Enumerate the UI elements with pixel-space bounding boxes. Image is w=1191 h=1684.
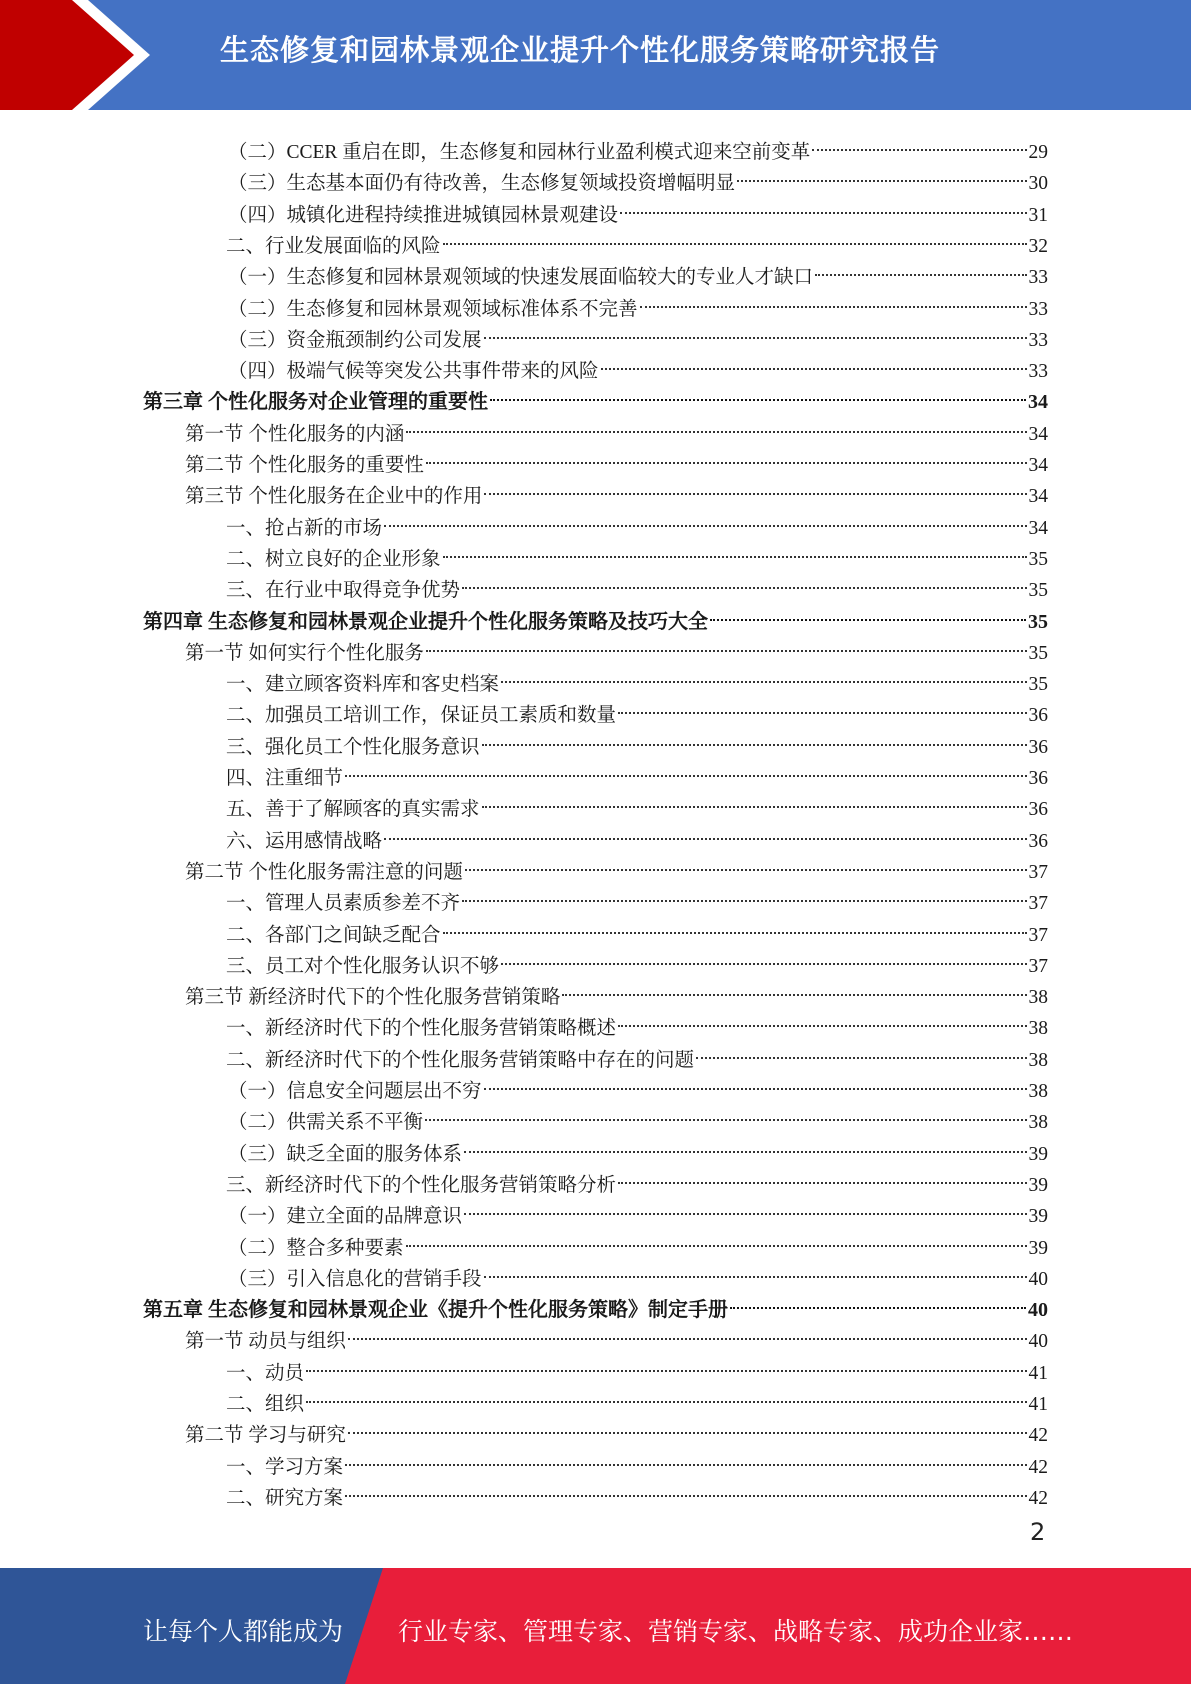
toc-entry-page: 37 bbox=[1028, 893, 1048, 915]
toc-chapter-entry[interactable] bbox=[143, 377, 1048, 414]
toc-entry-page: 34 bbox=[1028, 423, 1048, 445]
toc-subsection-entry[interactable] bbox=[226, 753, 1048, 789]
toc-subsection-entry[interactable] bbox=[226, 690, 1048, 727]
toc-subsection-entry[interactable] bbox=[228, 1129, 1048, 1165]
toc-entry-label: （二）整合多种要素 bbox=[228, 1237, 404, 1259]
toc-entry-label: 三、在行业中取得竞争优势 bbox=[226, 580, 461, 602]
toc-subsection-entry[interactable] bbox=[226, 1379, 1048, 1415]
toc-entry-page: 37 bbox=[1028, 861, 1048, 883]
toc-entry-page: 38 bbox=[1028, 987, 1048, 1009]
toc-subsection-entry[interactable] bbox=[226, 910, 1048, 946]
toc-entry-page: 41 bbox=[1028, 1394, 1048, 1415]
toc-subsection-entry[interactable] bbox=[228, 1097, 1048, 1134]
toc-dot-leader bbox=[345, 1473, 1026, 1504]
toc-entry-page: 35 bbox=[1028, 548, 1048, 570]
toc-entry-page: 37 bbox=[1028, 924, 1048, 946]
toc-section-entry[interactable] bbox=[185, 847, 1048, 883]
toc-entry-page: 29 bbox=[1028, 142, 1048, 163]
toc-dot-leader bbox=[443, 910, 1027, 941]
footer-slogan-left: 让每个人都能成为 bbox=[143, 1617, 344, 1646]
toc-entry-label: 六、运用感情战略 bbox=[226, 830, 383, 852]
toc-entry-label: 第一节 如何实行个性化服务 bbox=[185, 642, 424, 664]
toc-entry-page: 35 bbox=[1028, 580, 1048, 602]
toc-subsection-entry[interactable] bbox=[228, 284, 1048, 320]
toc-entry-label: （三）生态基本面仍有待改善，生态修复领域投资增幅明显 bbox=[228, 173, 736, 195]
toc-dot-leader bbox=[443, 534, 1027, 565]
toc-dot-leader bbox=[482, 784, 1027, 815]
toc-entry-page: 38 bbox=[1028, 1112, 1048, 1134]
toc-dot-leader bbox=[462, 565, 1026, 596]
toc-section-entry[interactable] bbox=[185, 972, 1048, 1009]
toc-entry-label: 第四章 生态修复和园林景观企业提升个性化服务策略及技巧大全 bbox=[143, 610, 708, 633]
toc-dot-leader bbox=[815, 252, 1026, 283]
toc-entry-page: 34 bbox=[1028, 391, 1048, 414]
toc-subsection-entry[interactable] bbox=[226, 659, 1048, 696]
toc-dot-leader bbox=[348, 1316, 1027, 1347]
toc-dot-leader bbox=[464, 1129, 1026, 1160]
toc-entry-label: （二）CCER 重启在即，生态修复和园林行业盈利模式迎来空前变革 bbox=[228, 142, 811, 163]
toc-entry-label: 三、员工对个性化服务认识不够 bbox=[226, 955, 500, 977]
toc-subsection-entry[interactable] bbox=[228, 127, 1048, 163]
toc-subsection-entry[interactable] bbox=[226, 221, 1048, 257]
toc-section-entry[interactable] bbox=[185, 471, 1048, 508]
toc-subsection-entry[interactable] bbox=[226, 941, 1048, 977]
toc-dot-leader bbox=[501, 941, 1026, 972]
toc-dot-leader bbox=[696, 1035, 1026, 1066]
toc-dot-leader bbox=[812, 127, 1026, 158]
toc-dot-leader bbox=[501, 659, 1026, 690]
page-number: 2 bbox=[1030, 1518, 1046, 1546]
toc-entry-label: （四）城镇化进程持续推进城镇园林景观建设 bbox=[228, 204, 619, 226]
toc-dot-leader bbox=[464, 1191, 1026, 1222]
toc-dot-leader bbox=[618, 690, 1026, 721]
toc-entry-label: 第一节 动员与组织 bbox=[185, 1331, 346, 1353]
toc-entry-label: 第三节 个性化服务在企业中的作用 bbox=[185, 486, 483, 508]
toc-subsection-entry[interactable] bbox=[228, 158, 1048, 195]
toc-dot-leader bbox=[348, 1410, 1027, 1441]
toc-entry-label: （二）生态修复和园林景观领域标准体系不完善 bbox=[228, 298, 638, 320]
toc-entry-page: 42 bbox=[1028, 1487, 1048, 1509]
toc-subsection-entry[interactable] bbox=[228, 252, 1048, 289]
toc-dot-leader bbox=[306, 1348, 1026, 1379]
toc-entry-label: 第一节 个性化服务的内涵 bbox=[185, 423, 405, 445]
page-footer bbox=[0, 1568, 1191, 1684]
toc-dot-leader bbox=[384, 503, 1026, 534]
toc-entry-label: 一、抢占新的市场 bbox=[226, 517, 383, 539]
toc-dot-leader bbox=[384, 816, 1026, 847]
toc-dot-leader bbox=[484, 315, 1027, 346]
toc-dot-leader bbox=[620, 190, 1026, 221]
toc-entry-page: 35 bbox=[1028, 674, 1048, 696]
toc-subsection-entry[interactable] bbox=[226, 565, 1048, 602]
toc-entry-page: 39 bbox=[1028, 1206, 1048, 1228]
toc-entry-label: 二、树立良好的企业形象 bbox=[226, 548, 441, 570]
report-title: 生态修复和园林景观企业提升个性化服务策略研究报告 bbox=[220, 33, 941, 67]
toc-dot-leader bbox=[710, 597, 1026, 628]
toc-entry-page: 33 bbox=[1028, 267, 1048, 289]
toc-subsection-entry[interactable] bbox=[228, 346, 1048, 383]
toc-dot-leader bbox=[406, 409, 1026, 440]
toc-section-entry[interactable] bbox=[185, 409, 1048, 445]
toc-dot-leader bbox=[484, 1254, 1027, 1285]
toc-dot-leader bbox=[443, 221, 1027, 252]
toc-dot-leader bbox=[306, 1379, 1026, 1410]
toc-subsection-entry[interactable] bbox=[226, 1442, 1048, 1478]
toc-dot-leader bbox=[482, 722, 1027, 753]
footer-slogan-right: 行业专家、管理专家、营销专家、战略专家、成功企业家…… bbox=[398, 1617, 1074, 1646]
toc-dot-leader bbox=[737, 158, 1026, 189]
toc-entry-page: 37 bbox=[1028, 955, 1048, 977]
toc-subsection-entry[interactable] bbox=[228, 1223, 1048, 1259]
toc-dot-leader bbox=[426, 628, 1027, 659]
toc-chapter-entry[interactable] bbox=[143, 597, 1048, 633]
toc-entry-page: 34 bbox=[1028, 486, 1048, 508]
toc-chapter-entry[interactable] bbox=[143, 1285, 1048, 1322]
toc-entry-page: 38 bbox=[1028, 1018, 1048, 1040]
toc-entry-page: 40 bbox=[1028, 1299, 1048, 1322]
toc-section-entry[interactable] bbox=[185, 628, 1048, 664]
toc-entry-label: 第二节 个性化服务的重要性 bbox=[185, 455, 424, 476]
toc-entry-label: 二、加强员工培训工作，保证员工素质和数量 bbox=[226, 705, 617, 727]
toc-subsection-entry[interactable] bbox=[226, 534, 1048, 570]
toc-dot-leader bbox=[345, 1442, 1026, 1473]
toc-subsection-entry[interactable] bbox=[226, 503, 1048, 539]
toc-dot-leader bbox=[425, 1097, 1026, 1128]
toc-entry-label: 五、善于了解顾客的真实需求 bbox=[226, 799, 480, 821]
toc-entry-page: 34 bbox=[1028, 517, 1048, 539]
toc-subsection-entry[interactable] bbox=[226, 1003, 1048, 1040]
toc-entry-label: 一、建立顾客资料库和客史档案 bbox=[226, 674, 500, 696]
toc-dot-leader bbox=[345, 753, 1026, 784]
toc-entry-page: 39 bbox=[1028, 1237, 1048, 1259]
toc-entry-page: 35 bbox=[1028, 610, 1048, 633]
toc-entry-label: 第三节 新经济时代下的个性化服务营销策略 bbox=[185, 987, 561, 1009]
toc-entry-page: 39 bbox=[1028, 1174, 1048, 1196]
toc-entry-page: 38 bbox=[1028, 1081, 1048, 1102]
toc-subsection-entry[interactable] bbox=[226, 1035, 1048, 1071]
toc-entry-page: 36 bbox=[1028, 799, 1048, 821]
toc-entry-label: 三、新经济时代下的个性化服务营销策略分析 bbox=[226, 1174, 617, 1196]
toc-entry-page: 33 bbox=[1028, 298, 1048, 320]
toc-subsection-entry[interactable] bbox=[226, 1473, 1048, 1509]
toc-entry-label: （二）供需关系不平衡 bbox=[228, 1112, 424, 1134]
toc-entry-label: 二、组织 bbox=[226, 1394, 305, 1415]
toc-subsection-entry[interactable] bbox=[228, 190, 1048, 226]
toc-section-entry[interactable] bbox=[185, 440, 1048, 476]
toc-entry-label: 第三章 个性化服务对企业管理的重要性 bbox=[143, 391, 488, 414]
toc-entry-page: 42 bbox=[1028, 1456, 1048, 1478]
toc-entry-label: 第二节 个性化服务需注意的问题 bbox=[185, 861, 463, 883]
toc-dot-leader bbox=[426, 440, 1027, 471]
toc-entry-page: 35 bbox=[1028, 642, 1048, 664]
toc-section-entry[interactable] bbox=[185, 1410, 1048, 1447]
toc-dot-leader bbox=[601, 346, 1027, 377]
toc-dot-leader bbox=[406, 1223, 1027, 1254]
toc-subsection-entry[interactable] bbox=[226, 784, 1048, 821]
toc-entry-page: 41 bbox=[1028, 1362, 1048, 1384]
toc-entry-label: 二、新经济时代下的个性化服务营销策略中存在的问题 bbox=[226, 1049, 695, 1071]
toc-dot-leader bbox=[618, 1160, 1026, 1191]
toc-entry-page: 33 bbox=[1028, 361, 1048, 383]
toc-entry-page: 30 bbox=[1028, 173, 1048, 195]
toc-entry-label: 二、各部门之间缺乏配合 bbox=[226, 924, 441, 946]
toc-entry-page: 36 bbox=[1028, 736, 1048, 758]
toc-entry-label: 四、注重细节 bbox=[226, 768, 344, 789]
toc-dot-leader bbox=[465, 847, 1027, 878]
toc-entry-label: （一）建立全面的品牌意识 bbox=[228, 1206, 463, 1228]
toc-entry-label: （三）引入信息化的营销手段 bbox=[228, 1268, 482, 1290]
toc-section-entry[interactable] bbox=[185, 1316, 1048, 1353]
toc-dot-leader bbox=[640, 284, 1027, 315]
toc-dot-leader bbox=[462, 878, 1026, 909]
toc-entry-label: 一、新经济时代下的个性化服务营销策略概述 bbox=[226, 1018, 617, 1040]
toc-subsection-entry[interactable] bbox=[228, 1254, 1048, 1290]
toc-entry-page: 36 bbox=[1028, 705, 1048, 727]
toc-dot-leader bbox=[562, 972, 1026, 1003]
toc-entry-page: 33 bbox=[1028, 329, 1048, 351]
toc-entry-page: 40 bbox=[1028, 1268, 1048, 1290]
toc-entry-page: 36 bbox=[1028, 768, 1048, 789]
toc-entry-label: 三、强化员工个性化服务意识 bbox=[226, 736, 480, 758]
toc-entry-label: 二、研究方案 bbox=[226, 1487, 344, 1509]
toc-subsection-entry[interactable] bbox=[228, 1066, 1048, 1102]
toc-entry-page: 32 bbox=[1028, 235, 1048, 257]
toc-subsection-entry[interactable] bbox=[226, 878, 1048, 915]
toc-entry-label: 一、动员 bbox=[226, 1362, 305, 1384]
toc-subsection-entry[interactable] bbox=[228, 315, 1048, 351]
toc-dot-leader bbox=[484, 1066, 1027, 1097]
toc-entry-page: 39 bbox=[1028, 1143, 1048, 1165]
toc-subsection-entry[interactable] bbox=[226, 722, 1048, 758]
toc-subsection-entry[interactable] bbox=[226, 816, 1048, 852]
toc-entry-label: 第五章 生态修复和园林景观企业《提升个性化服务策略》制定手册 bbox=[143, 1299, 728, 1322]
toc-entry-label: 一、管理人员素质参差不齐 bbox=[226, 893, 461, 915]
toc-entry-label: 第二节 学习与研究 bbox=[185, 1425, 346, 1447]
toc-dot-leader bbox=[618, 1003, 1026, 1034]
toc-entry-label: （三）缺乏全面的服务体系 bbox=[228, 1143, 463, 1165]
toc-entry-page: 31 bbox=[1028, 204, 1048, 226]
toc-entry-label: （四）极端气候等突发公共事件带来的风险 bbox=[228, 361, 599, 383]
toc-entry-label: （一）信息安全问题层出不穷 bbox=[228, 1081, 482, 1102]
toc-entry-page: 38 bbox=[1028, 1049, 1048, 1071]
toc-entry-page: 36 bbox=[1028, 830, 1048, 852]
toc-subsection-entry[interactable] bbox=[226, 1348, 1048, 1384]
page-header bbox=[0, 0, 1191, 110]
toc-entry-label: （一）生态修复和园林景观领域的快速发展面临较大的专业人才缺口 bbox=[228, 267, 814, 289]
toc-subsection-entry[interactable] bbox=[228, 1191, 1048, 1228]
toc-entry-page: 42 bbox=[1028, 1425, 1048, 1447]
toc-subsection-entry[interactable] bbox=[226, 1160, 1048, 1196]
toc-entry-label: 一、学习方案 bbox=[226, 1456, 344, 1478]
toc-dot-leader bbox=[484, 471, 1026, 502]
toc-dot-leader bbox=[490, 377, 1026, 408]
toc-entry-label: 二、行业发展面临的风险 bbox=[226, 235, 441, 257]
toc-entry-page: 34 bbox=[1028, 455, 1048, 476]
toc-dot-leader bbox=[730, 1285, 1026, 1316]
toc-entry-page: 40 bbox=[1028, 1331, 1048, 1353]
toc-entry-label: （三）资金瓶颈制约公司发展 bbox=[228, 329, 482, 351]
